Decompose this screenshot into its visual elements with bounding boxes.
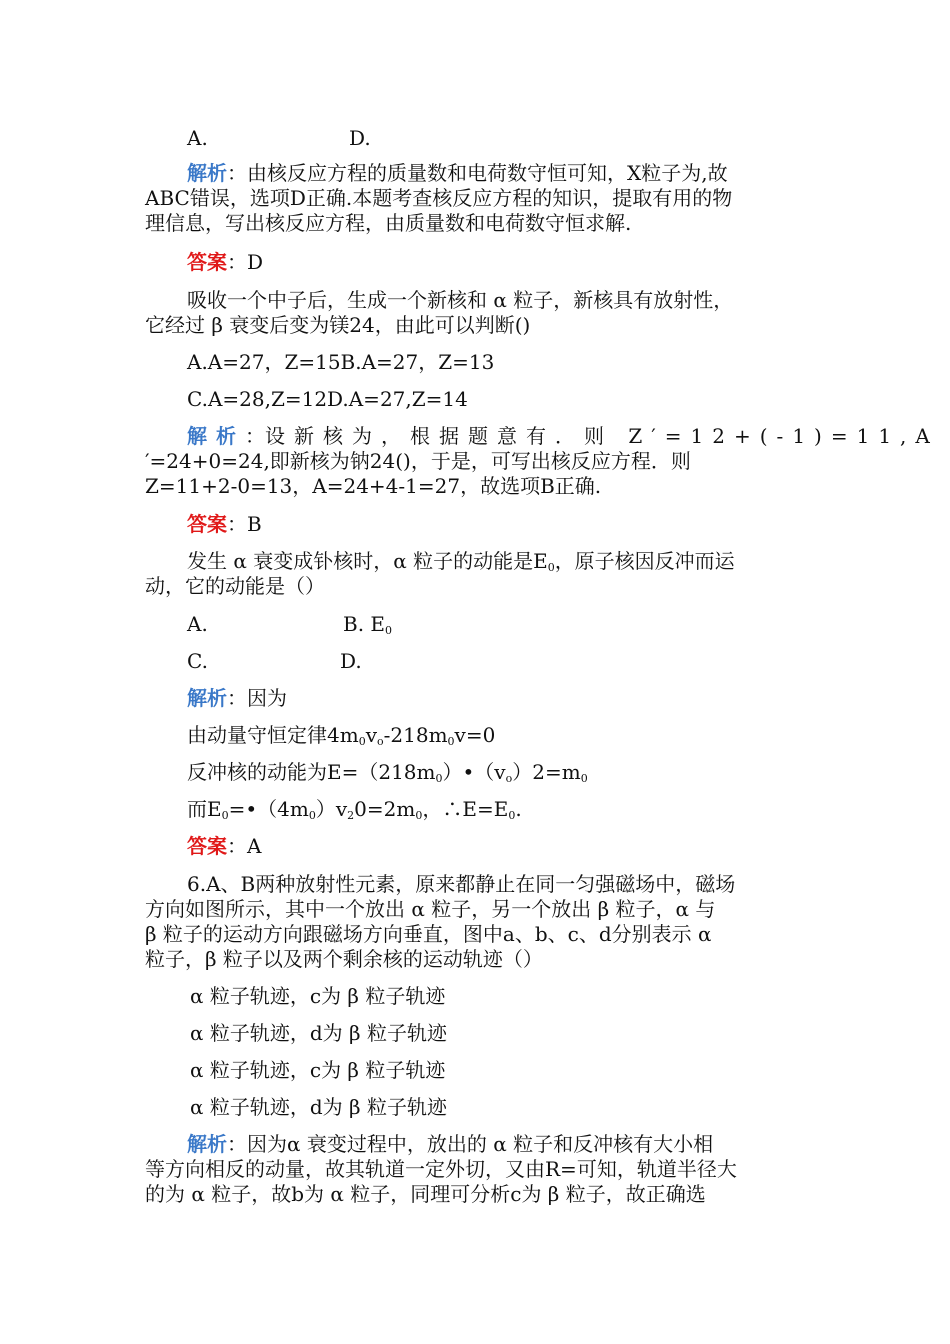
answer-label: 答案 <box>187 250 227 274</box>
option-d: D. <box>349 126 371 150</box>
analysis-line: 反冲核的动能为$E=(218m_0)•(v_o)2=m_0$ <box>187 760 588 785</box>
analysis-label: 解析 <box>187 1132 227 1156</box>
options-cd: C.A=28,Z=12D.A=27,Z=14 <box>187 387 468 411</box>
question-stem: 6.A、B两种放射性元素，原来都静止在同一匀强磁场中，磁场 <box>187 872 736 896</box>
answer-line: 答案：D <box>187 250 264 274</box>
analysis-label: 解析 <box>187 686 227 710</box>
answer-line: 答案：A <box>187 834 262 858</box>
analysis-line: 等方向相反的动量，故其轨道一定外切，又由R=可知，轨道半径大 <box>145 1157 737 1181</box>
analysis-line: ′=24+0=24,即新核为钠24()，于是，可写出核反应方程．则 <box>145 449 691 473</box>
analysis-line: 由动量守恒定律$4m_0v_o-218m_0v=0$ <box>187 723 496 748</box>
option-line: α 粒子轨迹，d为 β 粒子轨迹 <box>190 1095 447 1119</box>
analysis-line: 解析：因为α 衰变过程中，放出的 α 粒子和反冲核有大小相 <box>187 1132 714 1156</box>
option-line: α 粒子轨迹，c为 β 粒子轨迹 <box>190 984 446 1008</box>
options-ab: A.A=27，Z=15B.A=27，Z=13 <box>187 350 495 374</box>
option-b: B. $E_0$ <box>343 612 393 637</box>
analysis-line: 理信息，写出核反应方程，由质量数和电荷数守恒求解. <box>145 211 632 235</box>
question-stem: 吸收一个中子后，生成一个新核和 α 粒子，新核具有放射性， <box>187 288 734 312</box>
analysis-line: 解析：设新核为，根据题意有．则 Z′=12+(-1)=11,A <box>187 424 939 448</box>
analysis-line: ABC错误，选项D正确.本题考查核反应方程的知识，提取有用的物 <box>145 186 733 210</box>
analysis-line: 解析：因为 <box>187 686 287 710</box>
question-stem: 发生 α 衰变成钋核时，α 粒子的动能是$E_0$，原子核因反冲而运 <box>187 549 735 574</box>
analysis-line: Z=11+2-0=13，A=24+4-1=27，故选项B正确. <box>145 474 602 498</box>
analysis-line: 而$E_0=•(4m_0)v_20=2m_0$，$\therefore E=E_0$. <box>187 797 522 822</box>
option-c: C. <box>187 649 208 673</box>
answer-line: 答案：B <box>187 512 262 536</box>
option-a: A. <box>187 126 208 150</box>
option-line: α 粒子轨迹，c为 β 粒子轨迹 <box>190 1058 446 1082</box>
question-stem: 粒子，β 粒子以及两个剩余核的运动轨迹（） <box>145 947 543 971</box>
analysis-label: 解析 <box>187 424 245 448</box>
option-a: A. <box>187 612 208 636</box>
question-stem: 它经过 β 衰变后变为镁24，由此可以判断() <box>145 313 531 337</box>
question-stem: 方向如图所示，其中一个放出 α 粒子，另一个放出 β 粒子，α 与 <box>145 897 716 921</box>
answer-label: 答案 <box>187 512 227 536</box>
analysis-label: 解析 <box>187 161 227 185</box>
question-stem: β 粒子的运动方向跟磁场方向垂直，图中a、b、c、d分别表示 α <box>145 922 712 946</box>
question-stem: 动，它的动能是（） <box>145 574 325 598</box>
option-d: D. <box>340 649 362 673</box>
option-line: α 粒子轨迹，d为 β 粒子轨迹 <box>190 1021 447 1045</box>
answer-label: 答案 <box>187 834 227 858</box>
analysis-line: 的为 α 粒子，故b为 α 粒子，同理可分析c为 β 粒子，故正确选 <box>145 1182 706 1206</box>
analysis-line: 解析：由核反应方程的质量数和电荷数守恒可知，X粒子为,故 <box>187 161 728 185</box>
